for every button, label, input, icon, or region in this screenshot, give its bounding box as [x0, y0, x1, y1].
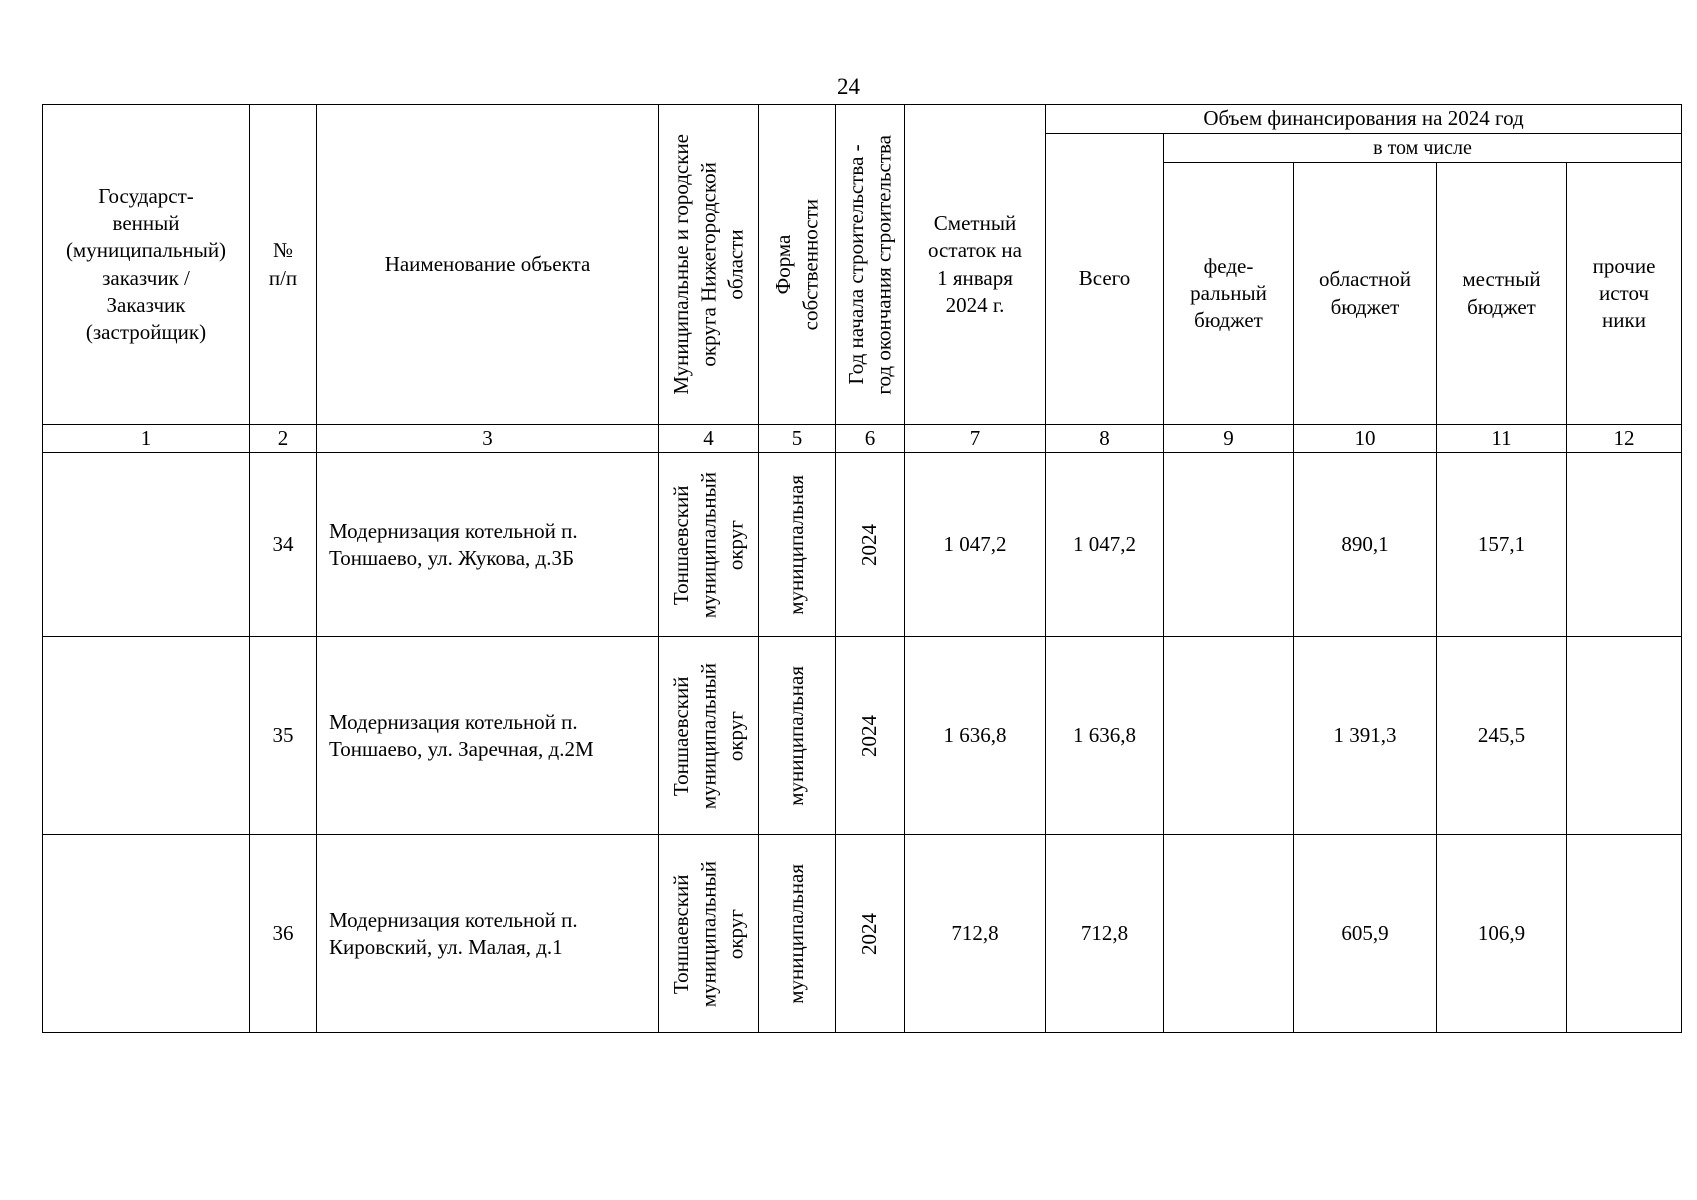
column-numbers-row — [43, 425, 1682, 453]
page-number: 24 — [837, 74, 860, 99]
row-regional: 1 391,3 — [1294, 637, 1437, 835]
row-years: 2024 — [857, 714, 882, 757]
header-ownership-cell — [759, 105, 836, 425]
row-total: 712,8 — [1046, 835, 1164, 1033]
row-total: 1 047,2 — [1046, 453, 1164, 637]
row-district-cell — [659, 835, 759, 1033]
header-funding-title: Объем финансирования на 2024 год — [1046, 105, 1682, 134]
header-object-name: Наименование объекта — [317, 105, 659, 425]
row-district-cell — [659, 453, 759, 637]
column-number: 2 — [250, 425, 317, 453]
column-number: 1 — [43, 425, 250, 453]
column-number: 12 — [1567, 425, 1682, 453]
row-other — [1567, 453, 1682, 637]
row-years-cell — [836, 835, 905, 1033]
row-ownership-cell — [759, 637, 836, 835]
header-federal: феде- ральный бюджет — [1164, 163, 1294, 425]
row-customer — [43, 453, 250, 637]
column-number: 4 — [659, 425, 759, 453]
header-other: прочие источ ники — [1567, 163, 1682, 425]
row-regional: 605,9 — [1294, 835, 1437, 1033]
row-district: Тоншаевский муниципальный округ — [668, 860, 748, 1007]
header-number: № п/п — [250, 105, 317, 425]
table-row — [43, 637, 1682, 835]
header-local: местный бюджет — [1437, 163, 1567, 425]
row-ownership-cell — [759, 453, 836, 637]
row-federal — [1164, 453, 1294, 637]
row-estimate: 712,8 — [905, 835, 1046, 1033]
row-years-cell — [836, 453, 905, 637]
header-ownership: Форма собственности — [770, 198, 822, 331]
row-local: 106,9 — [1437, 835, 1567, 1033]
header-estimate: Сметный остаток на 1 января 2024 г. — [905, 105, 1046, 425]
row-number: 35 — [250, 637, 317, 835]
column-number: 5 — [759, 425, 836, 453]
column-number: 9 — [1164, 425, 1294, 453]
row-other — [1567, 637, 1682, 835]
row-local: 157,1 — [1437, 453, 1567, 637]
header-regional: областной бюджет — [1294, 163, 1437, 425]
row-object-name: Модернизация котельной п. Тоншаево, ул. Заречная, д.2М — [317, 637, 659, 835]
row-years-cell — [836, 637, 905, 835]
header-years-cell — [836, 105, 905, 425]
row-ownership-cell — [759, 835, 836, 1033]
row-estimate: 1 636,8 — [905, 637, 1046, 835]
row-district: Тоншаевский муниципальный округ — [668, 662, 748, 809]
row-years: 2024 — [857, 523, 882, 566]
row-number: 36 — [250, 835, 317, 1033]
row-estimate: 1 047,2 — [905, 453, 1046, 637]
table-row — [43, 835, 1682, 1033]
row-federal — [1164, 637, 1294, 835]
column-number: 3 — [317, 425, 659, 453]
row-object-name: Модернизация котельной п. Кировский, ул. Малая, д.1 — [317, 835, 659, 1033]
row-federal — [1164, 835, 1294, 1033]
row-district-cell — [659, 637, 759, 835]
column-number: 6 — [836, 425, 905, 453]
column-number: 10 — [1294, 425, 1437, 453]
header-years: Год начала строительства - год окончания строительства — [843, 134, 895, 395]
row-total: 1 636,8 — [1046, 637, 1164, 835]
row-ownership: муниципальная — [784, 474, 809, 615]
row-regional: 890,1 — [1294, 453, 1437, 637]
header-district: Муниципальные и городские округа Нижегородской области — [668, 134, 748, 395]
column-number: 8 — [1046, 425, 1164, 453]
row-other — [1567, 835, 1682, 1033]
row-customer — [43, 835, 250, 1033]
row-years: 2024 — [857, 912, 882, 955]
row-ownership: муниципальная — [784, 863, 809, 1004]
funding-table — [42, 104, 1682, 1033]
row-ownership: муниципальная — [784, 665, 809, 806]
row-customer — [43, 637, 250, 835]
header-including: в том числе — [1164, 134, 1682, 163]
row-number: 34 — [250, 453, 317, 637]
table-row — [43, 453, 1682, 637]
header-district-cell — [659, 105, 759, 425]
row-object-name: Модернизация котельной п. Тоншаево, ул. Жукова, д.3Б — [317, 453, 659, 637]
column-number: 11 — [1437, 425, 1567, 453]
row-local: 245,5 — [1437, 637, 1567, 835]
row-district: Тоншаевский муниципальный округ — [668, 471, 748, 618]
header-customer: Государст- венный (муниципальный) заказчик / Заказчик (застройщик) — [43, 105, 250, 425]
header-total: Всего — [1046, 134, 1164, 425]
column-number: 7 — [905, 425, 1046, 453]
